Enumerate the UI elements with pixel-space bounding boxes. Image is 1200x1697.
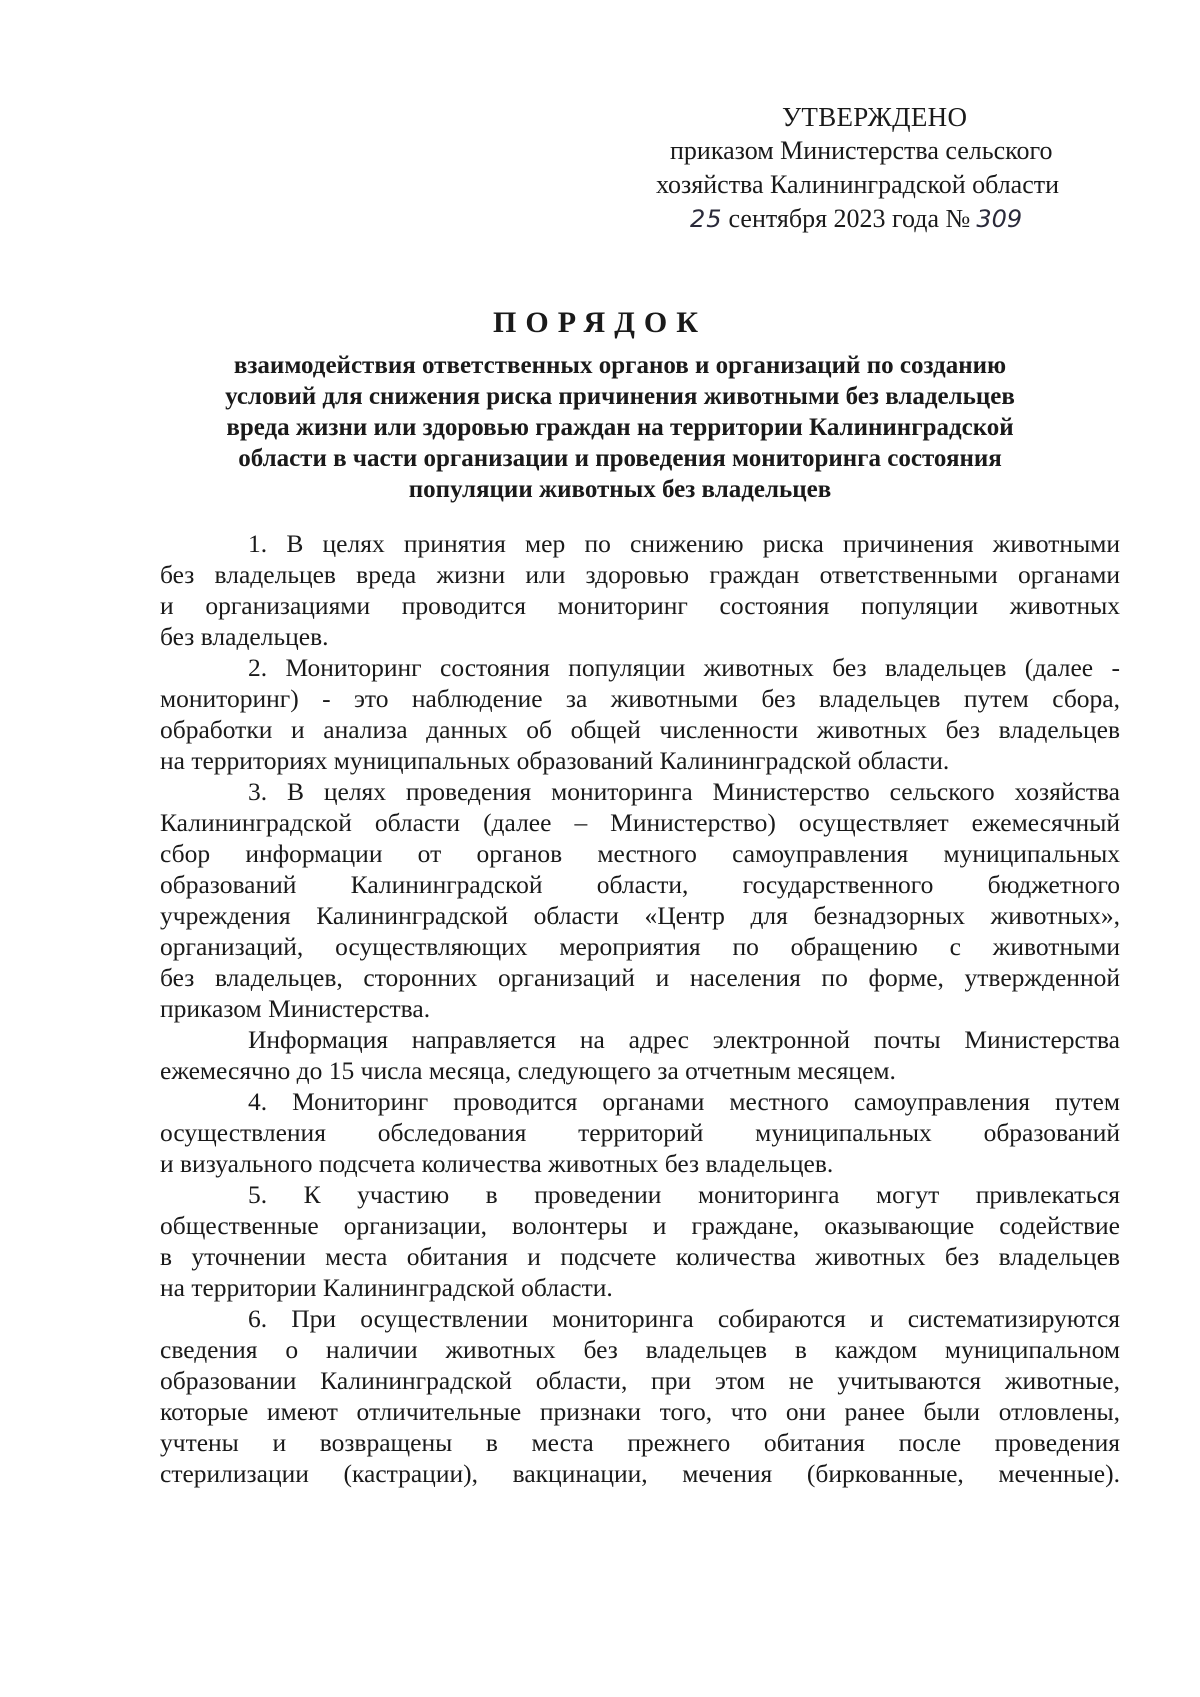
text-line: осуществления обследования территорий муниципальных образований	[160, 1118, 1120, 1147]
text-line: 6. При осуществлении мониторинга собираются и систематизируются	[248, 1304, 1120, 1333]
text-line: 3. В целях проведения мониторинга Министерство сельского хозяйства	[248, 777, 1120, 806]
text-line: без владельцев, сторонних организаций и населения по форме, утвержденной	[160, 963, 1120, 992]
handwritten-day: 25	[690, 205, 723, 233]
document-body	[160, 528, 1120, 1489]
subtitle-line: популяции животных без владельцев	[408, 476, 832, 503]
text-line: приказом Министерства.	[160, 994, 431, 1023]
text-line: на территориях муниципальных образований Калининградской области.	[160, 746, 950, 775]
approval-date-text: сентября 2023 года №	[728, 204, 971, 233]
paragraph-2	[160, 652, 1120, 776]
subtitle-line: вреда жизни или здоровью граждан на территории Калининградской	[226, 414, 1014, 441]
document-title: ПОРЯДОК	[493, 306, 707, 339]
text-line: образовании Калининградской области, при этом не учитываются животные,	[160, 1366, 1120, 1395]
paragraph-3	[160, 776, 1120, 1024]
text-line: общественные организации, волонтеры и граждане, оказывающие содействие	[160, 1211, 1120, 1240]
text-line: сведения о наличии животных без владельцев в каждом муниципальном	[160, 1335, 1120, 1364]
approval-block	[640, 100, 1120, 236]
text-line: обработки и анализа данных об общей численности животных без владельцев	[160, 715, 1120, 744]
text-line: образований Калининградской области, государственного бюджетного	[160, 870, 1120, 899]
subtitle-line: взаимодействия ответственных органов и организаций по созданию	[233, 352, 1007, 379]
paragraph-5	[160, 1179, 1120, 1303]
text-line: 2. Мониторинг состояния популяции животных без владельцев (далее -	[248, 653, 1120, 682]
text-line: которые имеют отличительные признаки того, что они ранее были отловлены,	[160, 1397, 1120, 1426]
subtitle-line: области в части организации и проведения мониторинга состояния	[238, 445, 1002, 472]
text-line: на территории Калининградской области.	[160, 1273, 613, 1302]
text-line: 5. К участию в проведении мониторинга могут привлекаться	[248, 1180, 1120, 1209]
text-line: в уточнении места обитания и подсчете количества животных без владельцев	[160, 1242, 1120, 1271]
subtitle-line: условий для снижения риска причинения животными без владельцев	[225, 383, 1015, 410]
approval-line-2: хозяйства Калининградской области	[656, 170, 1060, 199]
paragraph-3-info	[160, 1024, 1120, 1086]
text-line: стерилизации (кастрации), вакцинации, мечения (биркованные, меченные).	[160, 1459, 1120, 1488]
document-subtitle	[180, 350, 1060, 505]
text-line: и визуального подсчета количества животных без владельцев.	[160, 1149, 834, 1178]
paragraph-6	[160, 1303, 1120, 1489]
text-line: и организациями проводится мониторинг состояния популяции животных	[160, 591, 1120, 620]
text-line: без владельцев.	[160, 622, 329, 651]
text-line: мониторинг) - это наблюдение за животными без владельцев путем сбора,	[160, 684, 1120, 713]
text-line: сбор информации от органов местного самоуправления муниципальных	[160, 839, 1120, 868]
text-line: 1. В целях принятия мер по снижению риска причинения животными	[248, 529, 1120, 558]
text-line: учреждения Калининградской области «Центр для безнадзорных животных»,	[160, 901, 1120, 930]
paragraph-4	[160, 1086, 1120, 1179]
text-line: 4. Мониторинг проводится органами местного самоуправления путем	[248, 1087, 1120, 1116]
approval-line-1: приказом Министерства сельского	[670, 136, 1053, 165]
text-line: учтены и возвращены в места прежнего обитания после проведения	[160, 1428, 1120, 1457]
text-line: организаций, осуществляющих мероприятия по обращению с животными	[160, 932, 1120, 961]
approval-title: УТВЕРЖДЕНО	[782, 102, 968, 132]
text-line: ежемесячно до 15 числа месяца, следующего за отчетным месяцем.	[160, 1056, 896, 1085]
paragraph-1	[160, 528, 1120, 652]
approval-date-line	[640, 202, 1120, 236]
text-line: Информация направляется на адрес электронной почты Министерства	[248, 1025, 1120, 1054]
handwritten-order-number: 309	[976, 205, 1023, 233]
text-line: без владельцев вреда жизни или здоровью граждан ответственными органами	[160, 560, 1120, 589]
text-line: Калининградской области (далее – Министерство) осуществляет ежемесячный	[160, 808, 1120, 837]
